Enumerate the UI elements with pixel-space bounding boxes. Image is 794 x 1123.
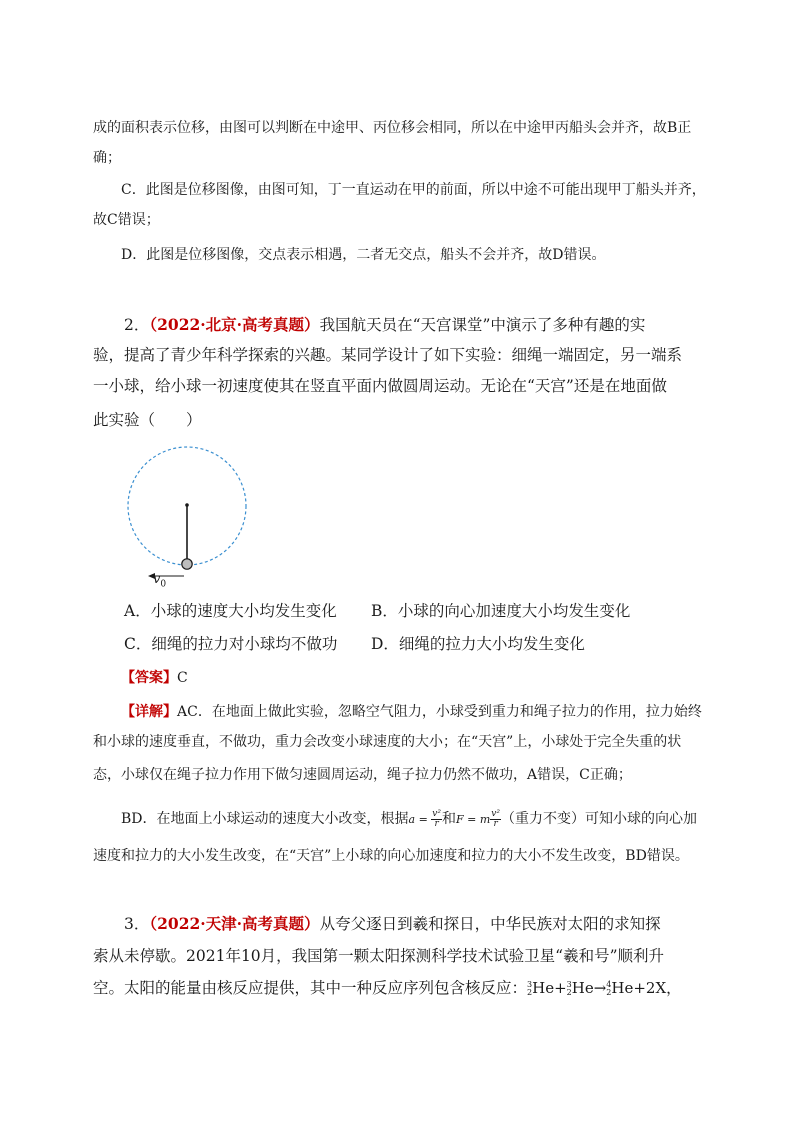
- option-b[interactable]: B．小球的向心加速度大小均发生变化: [371, 602, 631, 620]
- explanation-line: 成的面积表示位移，由图可以判断在中途甲、丙位移会相同，所以在中途甲丙船头会并齐，故B正: [93, 120, 692, 136]
- question-2-line: 一小球，给小球一初速度使其在竖直平面内做圆周运动。无论在“天宫”还是在地面做: [93, 377, 667, 395]
- detail-line-formula: BD．在地面上小球运动的速度大小改变，根据a = $\frac{\text{v²}}{r}$ 和F = m $\frac{\text{v²}}{r}$ （重力不变）可知小球的向心加: [121, 808, 697, 829]
- option-a[interactable]: A．小球的速度大小均发生变化: [124, 602, 337, 620]
- nuclear-equation: 3 2 He+ 3 2 He→ 4 2 He+2X，: [527, 979, 682, 997]
- question-3-line: 3．（2022·天津·高考真题）从夸父逐日到羲和探日，中华民族对太阳的求知探: [124, 914, 661, 933]
- explanation-line: C．此图是位移图像，由图可知，丁一直运动在甲的前面，所以中途不可能出现甲丁船头并齐，: [121, 182, 706, 198]
- detail-label: 【详解】: [121, 704, 177, 720]
- detail-line: 和小球的速度垂直，不做功，重力会改变小球速度的大小；在“天宫”上，小球处于完全失重的状: [93, 734, 682, 750]
- question-3-line: 空。太阳的能量由核反应提供，其中一种反应序列包含核反应： 3 2 He+ 3 2 He→ 4 2 He+2X，: [93, 979, 682, 997]
- explanation-line: 故C错误；: [93, 212, 160, 228]
- question-2-line: 此实验（ ）: [93, 411, 202, 429]
- question-3-line: 索从未停歇。2021年10月，我国第一颗太阳探测科学技术试验卫星“羲和号”顺利升: [93, 947, 665, 965]
- question-number: 3．: [124, 915, 150, 933]
- formula-fraction: $\frac{\text{v²}}{r}$: [491, 808, 500, 829]
- answer-label: 【答案】: [121, 670, 177, 686]
- option-d[interactable]: D．细绳的拉力大小均发生变化: [371, 635, 585, 653]
- question-source: （2022·天津·高考真题）: [149, 914, 320, 933]
- question-source: （2022·北京·高考真题）: [149, 315, 320, 334]
- detail-line: 速度和拉力的大小发生改变，在“天宫”上小球的向心加速度和拉力的大小不发生改变，BD错误。: [93, 848, 689, 864]
- question-2-line: 2．（2022·北京·高考真题）我国航天员在“天宫课堂”中演示了多种有趣的实: [124, 315, 646, 334]
- option-c[interactable]: C．细绳的拉力对小球均不做功: [124, 635, 338, 653]
- answer-line: [121, 668, 741, 688]
- detail-line: 【详解】AC．在地面上做此实验，忽略空气阻力，小球受到重力和绳子拉力的作用，拉力始终: [121, 704, 702, 720]
- detail-line: 态，小球仅在绳子拉力作用下做匀速圆周运动，绳子拉力仍然不做功，A错误，C正确；: [93, 767, 632, 783]
- formula-fraction: $\frac{\text{v²}}{r}$: [432, 808, 441, 829]
- velocity-label: $v_0$: [153, 572, 167, 590]
- ball: [182, 559, 192, 569]
- question-2-line: 验，提高了青少年科学探索的兴趣。某同学设计了如下实验：细绳一端固定，另一端系: [93, 346, 683, 364]
- answer-value: C: [177, 670, 188, 686]
- explanation-line: 确；: [93, 150, 121, 166]
- circular-motion-figure: [122, 443, 262, 593]
- explanation-line: D．此图是位移图像，交点表示相遇，二者无交点，船头不会并齐，故D错误。: [121, 247, 606, 263]
- question-number: 2．: [124, 316, 150, 334]
